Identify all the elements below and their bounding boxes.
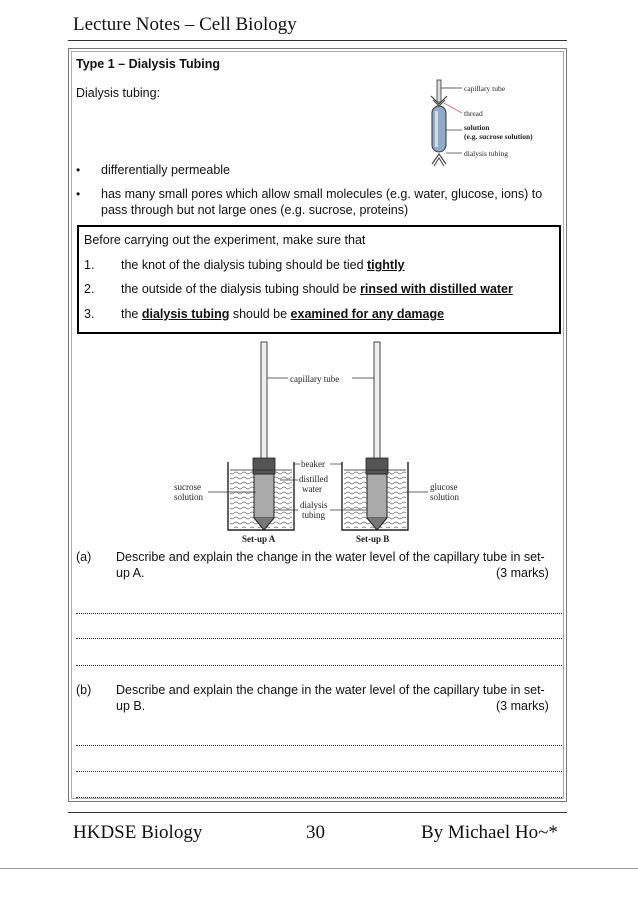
answer-line[interactable] (76, 665, 562, 667)
answer-line[interactable] (76, 771, 562, 773)
setup-diagram (170, 340, 470, 546)
precaution-number-1: 1. (84, 258, 95, 272)
label-distilled: distilled (299, 474, 328, 484)
question-a-text-1: Describe and explain the change in the water level of the capillary tube in set- (116, 550, 545, 564)
caption-setup-b: Set-up B (356, 534, 390, 544)
setup-a-apparatus (228, 342, 294, 530)
precaution-key-3b: examined for any damage (290, 307, 445, 321)
label-glucose: glucose (430, 482, 458, 492)
answer-line[interactable] (76, 638, 562, 640)
label-water: water (302, 484, 322, 494)
section-intro: Dialysis tubing: (76, 86, 161, 100)
question-b-text-2: up B. (116, 699, 146, 713)
label-tubing: dialysis tubing (464, 149, 508, 158)
precaution-key-3a: dialysis tubing (141, 307, 230, 321)
footer-page-number: 30 (306, 822, 325, 843)
label-dialysis: dialysis (300, 500, 328, 510)
label-tubing-2: tubing (302, 510, 326, 520)
dialysis-tube-diagram (420, 78, 565, 168)
page-header-title: Lecture Notes – Cell Biology (73, 14, 297, 35)
label-glucose-solution: solution (430, 492, 460, 502)
bullet-text-1: differentially permeable (101, 163, 231, 177)
precaution-key-1: tightly (367, 258, 405, 272)
precaution-key-2: rinsed with distilled water (360, 282, 513, 296)
precaution-item-2: the outside of the dialysis tubing should be rinsed with distilled water (121, 282, 513, 296)
tubing-body-shape (432, 106, 446, 152)
label-solution-eg: (e.g. sucrose solution) (464, 132, 533, 141)
label-beaker: beaker (301, 459, 325, 469)
caption-setup-a: Set-up A (242, 534, 276, 544)
answer-line[interactable] (76, 613, 562, 615)
precaution-item-3: the dialysis tubing should be examined for any damage (121, 307, 445, 321)
bullet-text-2: has many small pores which allow small molecules (e.g. water, glucose, ions) to (101, 187, 543, 201)
bullet-icon: • (76, 163, 81, 177)
answer-line[interactable] (76, 797, 562, 799)
label-sucrose: sucrose (174, 482, 201, 492)
footer-author: By Michael Ho~* (421, 822, 558, 843)
capillary-tube-shape (437, 80, 441, 102)
footer-rule (68, 812, 567, 813)
bottom-knot-shape (432, 154, 446, 164)
bullet-icon: • (76, 187, 81, 201)
label-sucrose-solution: solution (174, 492, 204, 502)
question-a-marks: (3 marks) (496, 566, 549, 580)
header-rule (68, 40, 567, 41)
footer-course: HKDSE Biology (73, 822, 203, 843)
question-b-marks: (3 marks) (496, 699, 549, 713)
precaution-item-1: the knot of the dialysis tubing should be tied tightly (121, 258, 405, 272)
label-solution: solution (464, 123, 490, 132)
precautions-intro: Before carrying out the experiment, make sure that (84, 233, 366, 247)
question-a-text-2: up A. (116, 566, 145, 580)
precaution-number-2: 2. (84, 282, 95, 296)
page-bottom-rule (0, 868, 638, 869)
question-b-text-1: Describe and explain the change in the water level of the capillary tube in set- (116, 683, 545, 697)
label-thread: thread (464, 109, 483, 118)
answer-line[interactable] (76, 745, 562, 747)
setup-b-apparatus (342, 342, 408, 530)
section-heading: Type 1 – Dialysis Tubing (76, 57, 221, 71)
question-a-label: (a) (76, 550, 92, 564)
precaution-number-3: 3. (84, 307, 95, 321)
bullet-text-2-cont: pass through but not large ones (e.g. sucrose, proteins) (101, 203, 409, 217)
label-capillary: capillary tube (464, 84, 506, 93)
label-capillary-tube: capillary tube (290, 374, 340, 384)
question-b-label: (b) (76, 683, 92, 697)
